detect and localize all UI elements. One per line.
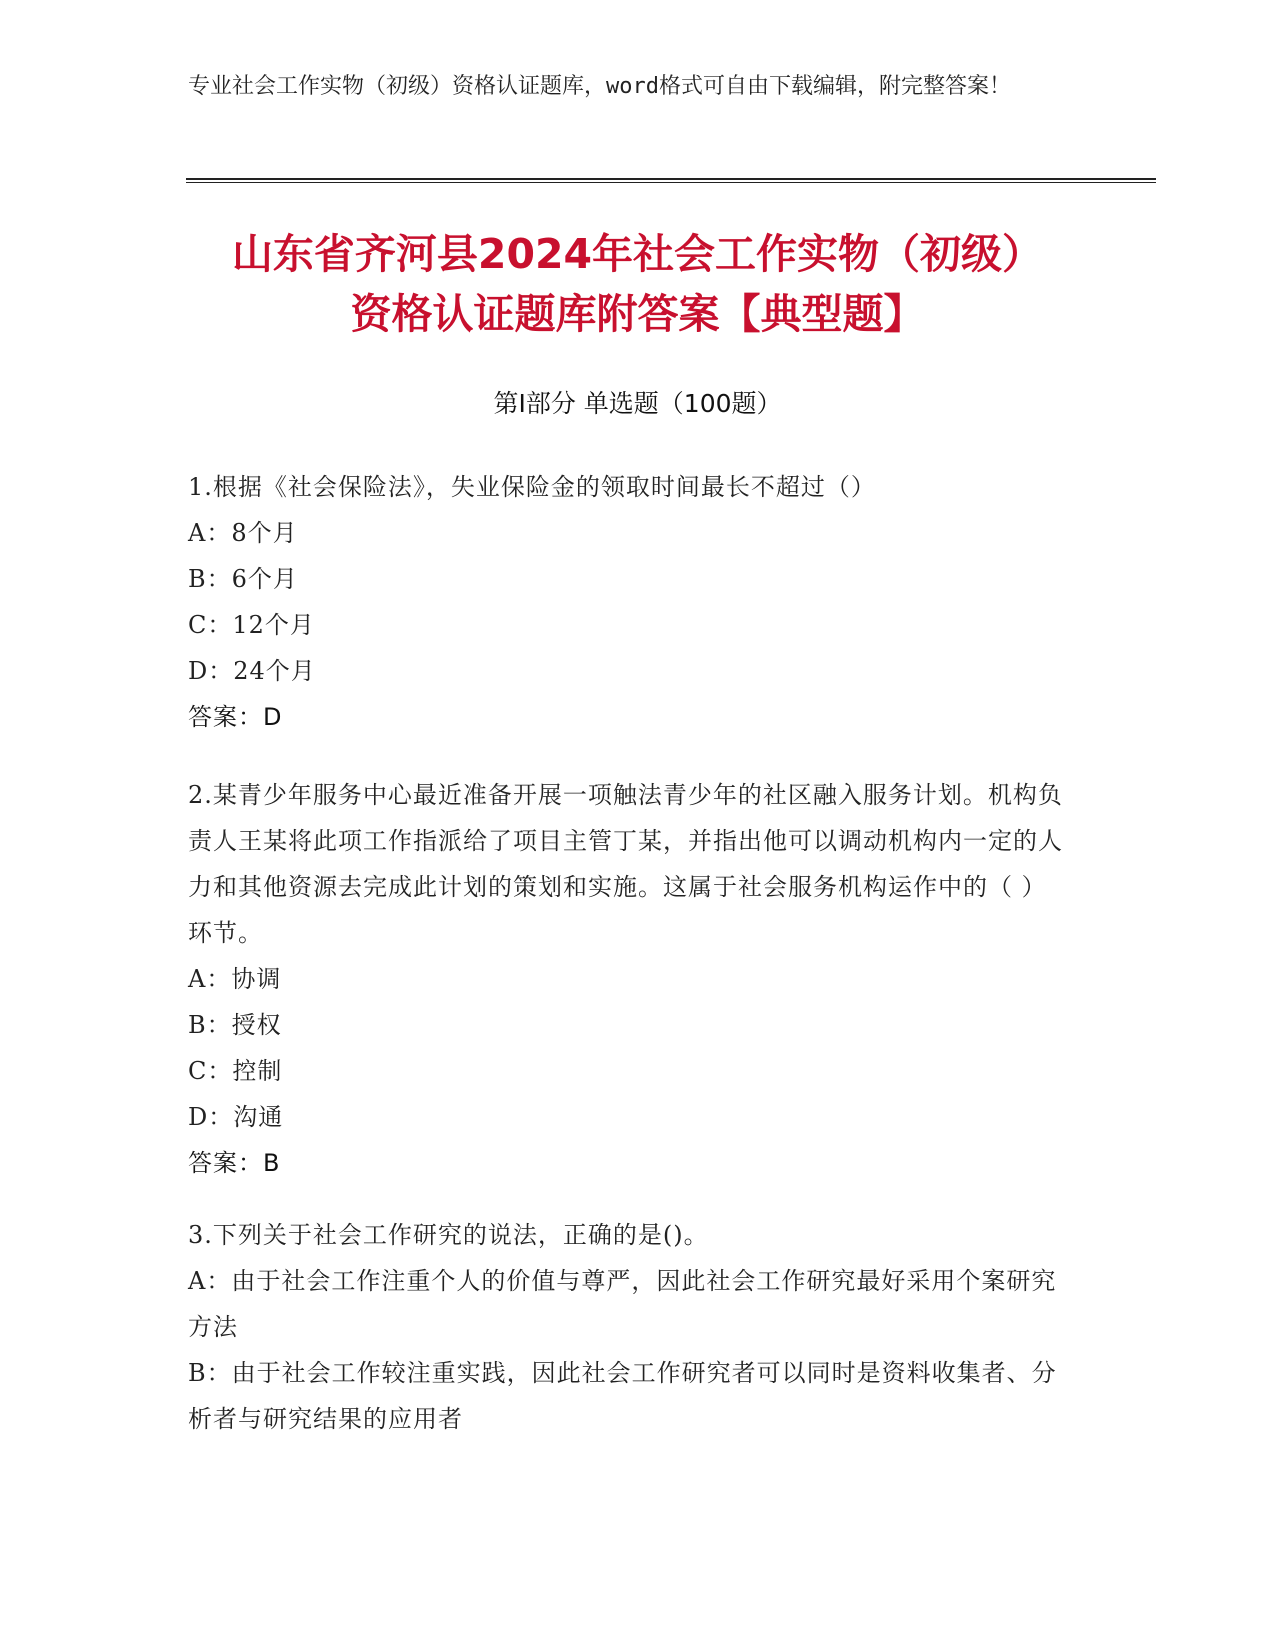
question-stem: 2.某青少年服务中心最近准备开展一项触法青少年的社区融入服务计划。机构负责人王某将此项工作指派给了项目主管丁某，并指出他可以调动机构内一定的人力和其他资源去完成此计划的策划和实施。这属于社会服务机构运作中的（ ）环节。	[188, 781, 1063, 947]
option-b: B：6个月	[188, 565, 298, 593]
document-title	[120, 224, 1155, 344]
answer: 答案：D	[188, 703, 283, 731]
question-stem: 3.下列关于社会工作研究的说法，正确的是()。	[188, 1221, 709, 1249]
answer: 答案：B	[188, 1149, 281, 1177]
option-a: A：协调	[188, 965, 282, 993]
header-divider-thick	[186, 178, 1156, 180]
title-line-1: 山东省齐河县2024年社会工作实物（初级）	[231, 230, 1044, 278]
option-d: D：24个月	[188, 657, 316, 685]
option-c: C：12个月	[188, 611, 315, 639]
title-line-2: 资格认证题库附答案【典型题】	[350, 290, 925, 338]
header-note: 专业社会工作实物（初级）资格认证题库，word格式可自由下载编辑，附完整答案！	[188, 74, 1011, 99]
option-b: B：由于社会工作较注重实践，因此社会工作研究者可以同时是资料收集者、分析者与研究结果的应用者	[188, 1359, 1057, 1433]
question-3	[188, 1212, 1068, 1442]
option-c: C：控制	[188, 1057, 283, 1085]
option-a: A：由于社会工作注重个人的价值与尊严，因此社会工作研究最好采用个案研究方法	[188, 1267, 1057, 1341]
option-b: B：授权	[188, 1011, 282, 1039]
option-a: A：8个月	[188, 519, 298, 547]
option-d: D：沟通	[188, 1103, 284, 1131]
question-1	[188, 464, 1068, 740]
question-2	[188, 772, 1068, 1186]
section-heading: 第Ⅰ部分 单选题（100题）	[493, 389, 782, 418]
header-divider-thin	[186, 182, 1156, 183]
question-stem: 1.根据《社会保险法》，失业保险金的领取时间最长不超过（）	[188, 473, 876, 501]
